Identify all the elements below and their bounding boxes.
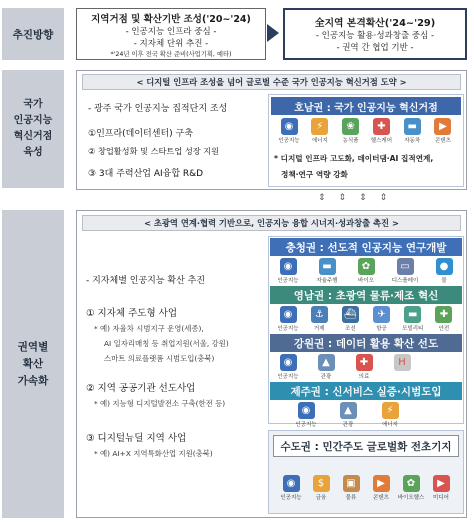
connector-dots: ⇕⇕⇕⇕	[318, 193, 401, 203]
icon-caption: 인공지능	[277, 326, 299, 332]
honam-hub-title-text: 호남권 : 국가 인공지능 혁신거점	[294, 102, 438, 114]
region-card-capital	[268, 430, 464, 514]
phase-1-title: 지역거점 및 확산기반 조성('20~'24)	[91, 13, 251, 25]
logistics-icon: ▣ 물류	[339, 475, 363, 501]
region-card-yeongnam	[270, 286, 462, 332]
icon-caption: 관광	[342, 422, 354, 428]
region-title-text: 제주권 : 신서비스 실증·시범도입	[290, 385, 442, 398]
media-icon: ▶ 미디어	[429, 475, 453, 501]
region-icon-row	[276, 258, 456, 286]
region-icon-row	[276, 306, 456, 334]
icon-caption: 자율주행	[316, 278, 338, 284]
icon-caption: 의료	[358, 374, 370, 380]
row-label-national	[2, 70, 64, 188]
phase-1-line: - 인공지능 인프라 중심 -	[125, 26, 217, 37]
honam-desc-line: * 디지털 인프라 고도화, 데이터댐·AI 집적연계,	[274, 154, 434, 163]
phase-2-line: - 권역 간 협업 기반 -	[336, 43, 414, 53]
regional-item: - 지자체별 인공지능 확산 추진	[86, 276, 206, 286]
mobility-icon: ▬ 모빌리티	[401, 306, 425, 332]
icon-caption: 거제	[313, 326, 325, 332]
bio-icon: ✿ 바이오	[354, 258, 378, 284]
region-card-gangwon	[270, 334, 462, 380]
row-label-direction	[2, 8, 64, 60]
region-title	[270, 286, 462, 304]
content-icon: ▶ 콘텐츠	[369, 475, 393, 501]
row-label-national-line: 혁신거점	[13, 131, 53, 142]
region-title	[270, 382, 462, 400]
national-item: ①인프라(데이터센터) 구축	[88, 129, 193, 139]
region-icon-row	[279, 475, 453, 503]
biohealth-icon: ✿ 바이오헬스	[399, 475, 423, 501]
phase-1-box	[76, 8, 266, 60]
region-card-chungcheong	[270, 238, 462, 284]
region-title-text: 강원권 : 데이터 활용 확산 선도	[293, 337, 439, 350]
content-icon: ▶ 콘텐츠	[431, 118, 455, 144]
safety-icon: ✚ 안전	[432, 306, 456, 332]
honam-icon-row	[277, 118, 455, 146]
aviation-icon: ✈ 항공	[370, 306, 394, 332]
region-title-text: 영남권 : 초광역 물류·제조 혁신	[293, 289, 439, 302]
ai-icon: ◉ 인공지능	[294, 402, 318, 428]
phase-arrow-icon	[267, 24, 279, 42]
ai-icon: ◉ 인공지능	[276, 258, 300, 284]
finance-icon: $ 금융	[309, 475, 333, 501]
phase-1-line: - 지자체 단위 추진 -	[133, 38, 209, 49]
energy-icon: ⚡ 에너지	[378, 402, 402, 428]
regional-banner-text: < 초광역 연계·협력 기반으로, 인공지능 융합 시너지·성과창출 촉진 >	[144, 218, 399, 228]
icon-caption: 바이오	[358, 278, 374, 284]
region-title	[270, 238, 462, 256]
icon-caption: 물	[441, 278, 447, 284]
phase-2-line: - 인공지능 활용·성과창출 중심 -	[315, 31, 435, 41]
region-card-jeju	[270, 382, 462, 428]
agrifood-icon: ❀ 농식품	[339, 118, 363, 144]
regional-sub: * 예) AI+X 지역특화산업 지원(충북)	[94, 449, 213, 458]
honam-desc-line: 정책·연구 역량 강화	[281, 170, 348, 179]
tourism-icon: ▲ 관광	[336, 402, 360, 428]
regional-sub: AI 일자리매칭 등 취업지원(서울, 강원)	[104, 339, 229, 348]
energy-icon: ⚡ 에너지	[308, 118, 332, 144]
icon-caption: 안전	[438, 326, 450, 332]
medical-icon: ✚ 의료	[352, 354, 376, 380]
icon-caption: 콘텐츠	[373, 495, 389, 501]
autonomous-car-icon: ▬ 자율주행	[315, 258, 339, 284]
icon-caption: 디스플레이	[391, 278, 419, 284]
icon-caption: 조선	[345, 326, 356, 332]
display-icon: ▭ 디스플레이	[393, 258, 417, 284]
national-item: ③ 3대 주력산업 AI융합 R&D	[88, 169, 204, 179]
car-icon: ▬ 자동차	[400, 118, 424, 144]
icon-caption: 콘텐츠	[435, 138, 451, 144]
regional-banner	[82, 215, 461, 231]
icon-caption: 인공지능	[277, 374, 299, 380]
icon-caption: 미디어	[433, 495, 449, 501]
national-item: - 광주 국가 인공지능 집적단지 조성	[88, 104, 228, 114]
icon-caption: 자동차	[404, 138, 421, 144]
national-item: ② 창업활성화 및 스타트업 성장 지원	[88, 146, 220, 156]
phase-2-title: 全지역 본격확산('24~'29)	[314, 18, 436, 29]
region-icon-row	[276, 354, 456, 382]
regional-sub: * 예) 자율차 시범지구 운영(세종),	[94, 324, 204, 333]
honam-hub-title	[271, 97, 461, 115]
tourism-icon: ▲ 관광	[314, 354, 338, 380]
region-title-text: 충청권 : 선도적 인공지능 연구개발	[285, 241, 447, 254]
row-label-national-line: 육성	[23, 147, 43, 158]
icon-caption: 헬스케어	[370, 138, 393, 144]
phase-1-line: *'24년 이후 전국 확산 준비(사업기획, 예타)	[110, 50, 232, 58]
region-title-text: 수도권 : 민간주도 글로벌화 전초기지	[280, 440, 452, 453]
region-title	[273, 435, 459, 457]
icon-caption: 에너지	[382, 422, 398, 428]
water-icon: ● 물	[432, 258, 456, 284]
row-label-regional-line: 가속화	[17, 374, 49, 387]
icon-caption: 금융	[315, 495, 327, 501]
icon-caption: 인공지능	[277, 278, 299, 284]
ai-icon: ◉ 인공지능	[277, 118, 301, 144]
regional-item: ① 지자체 주도형 사업	[86, 308, 177, 319]
ai-icon: ◉ 인공지능	[276, 306, 300, 332]
icon-caption: 인공지능	[278, 138, 300, 144]
regional-item: ② 지역 공공기관 선도사업	[86, 383, 196, 394]
icon-caption: 모빌리티	[402, 326, 424, 332]
hospital-icon	[390, 354, 414, 371]
hospital-h-glyph: H	[394, 354, 411, 371]
icon-caption: 바이오헬스	[397, 495, 425, 501]
row-label-regional-line: 권역별	[17, 340, 49, 353]
icon-caption: 인공지능	[280, 495, 302, 501]
phase-2-box	[283, 8, 467, 60]
ai-icon: ◉ 인공지능	[279, 475, 303, 501]
row-label-national-line: 인공지능	[13, 115, 53, 126]
healthcare-icon: ✚ 헬스케어	[369, 118, 393, 144]
icon-caption: 항공	[376, 326, 387, 332]
row-label-direction-text: 추진방향	[12, 28, 54, 41]
row-label-regional	[2, 210, 64, 518]
geoje-icon: ⚓ 거제	[307, 306, 331, 332]
icon-caption: 물류	[345, 495, 357, 501]
national-banner-text: < 디지털 인프라 조성을 넘어 글로벌 수준 국가 인공지능 혁신거점 도약 >	[136, 77, 407, 87]
row-label-regional-line: 확산	[22, 357, 44, 370]
icon-caption: 관광	[320, 374, 332, 380]
honam-hub-card	[268, 94, 464, 187]
regional-sub: * 예) 지능형 디지털발전소 구축(한전 등)	[94, 399, 226, 408]
regional-sub: 스마트 의료플랫폼 시범도입(충북)	[104, 354, 215, 363]
regional-item: ③ 디지털뉴딜 지역 사업	[86, 433, 187, 444]
ai-icon: ◉ 인공지능	[276, 354, 300, 380]
icon-caption: 에너지	[311, 138, 328, 144]
region-icon-row	[294, 402, 456, 430]
icon-caption: 인공지능	[295, 422, 317, 428]
shipbuilding-icon: ⛴ 조선	[338, 306, 362, 332]
region-title	[270, 334, 462, 352]
national-banner	[82, 74, 461, 90]
row-label-national-line: 국가	[23, 99, 43, 110]
icon-caption: 농식품	[342, 138, 359, 144]
